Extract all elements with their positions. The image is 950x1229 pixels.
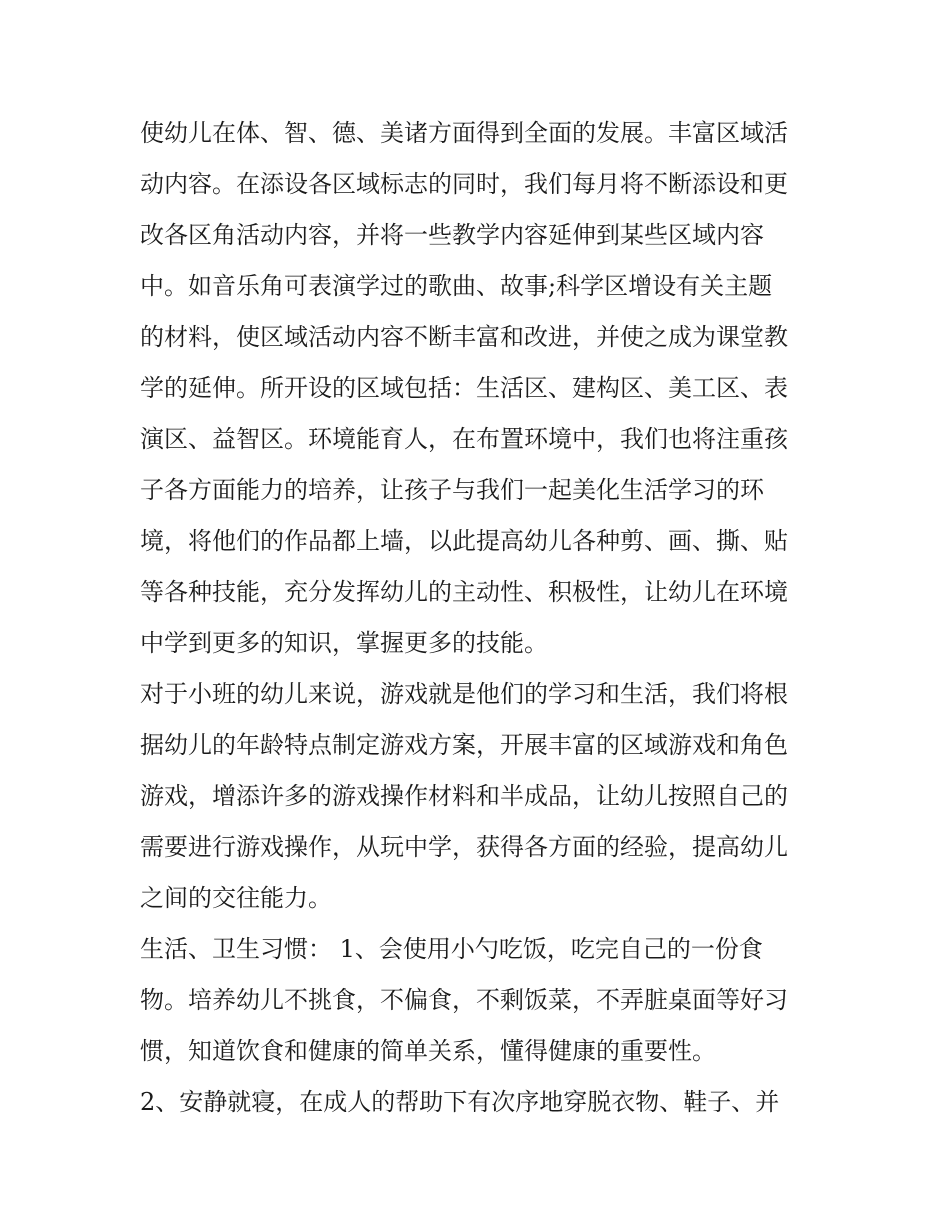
text-line: 之间的交往能力。 <box>140 884 332 912</box>
text-line: 使幼儿在体、智、德、美诸方面得到全面的发展。丰富区域活 <box>140 119 788 147</box>
text-line: 中。如音乐角可表演学过的歌曲、故事;科学区增设有关主题 <box>140 272 773 300</box>
text-line: 对于小班的幼儿来说，游戏就是他们的学习和生活，我们将根 <box>140 680 788 708</box>
text-line: 的材料，使区域活动内容不断丰富和改进，并使之成为课堂教 <box>140 323 788 351</box>
text-line: 等各种技能，充分发挥幼儿的主动性、积极性，让幼儿在环境 <box>140 578 788 606</box>
text-line: 惯，知道饮食和健康的简单关系，懂得健康的重要性。 <box>140 1037 716 1065</box>
text-line: 中学到更多的知识，掌握更多的技能。 <box>140 629 548 657</box>
text-line: 2、安静就寝，在成人的帮助下有次序地穿脱衣物、鞋子、并 <box>140 1088 780 1116</box>
text-line: 物。培养幼儿不挑食，不偏食，不剩饭菜，不弄脏桌面等好习 <box>140 986 788 1014</box>
text-line: 动内容。在添设各区域标志的同时，我们每月将不断添设和更 <box>140 170 788 198</box>
text-line: 据幼儿的年龄特点制定游戏方案，开展丰富的区域游戏和角色 <box>140 731 788 759</box>
text-line: 游戏，增添许多的游戏操作材料和半成品，让幼儿按照自己的 <box>140 782 788 810</box>
text-line: 改各区角活动内容，并将一些教学内容延伸到某些区域内容 <box>140 221 764 249</box>
text-line: 演区、益智区。环境能育人，在布置环境中，我们也将注重孩 <box>140 425 788 453</box>
text-line: 子各方面能力的培养，让孩子与我们一起美化生活学习的环 <box>140 476 764 504</box>
text-line: 需要进行游戏操作，从玩中学，获得各方面的经验，提高幼儿 <box>140 833 788 861</box>
text-line: 学的延伸。所开设的区域包括：生活区、建构区、美工区、表 <box>140 374 788 402</box>
text-line: 生活、卫生习惯： 1、会使用小勺吃饭，吃完自己的一份食 <box>140 935 763 963</box>
text-line: 境，将他们的作品都上墙，以此提高幼儿各种剪、画、撕、贴 <box>140 527 788 555</box>
body-text <box>140 108 820 1128</box>
